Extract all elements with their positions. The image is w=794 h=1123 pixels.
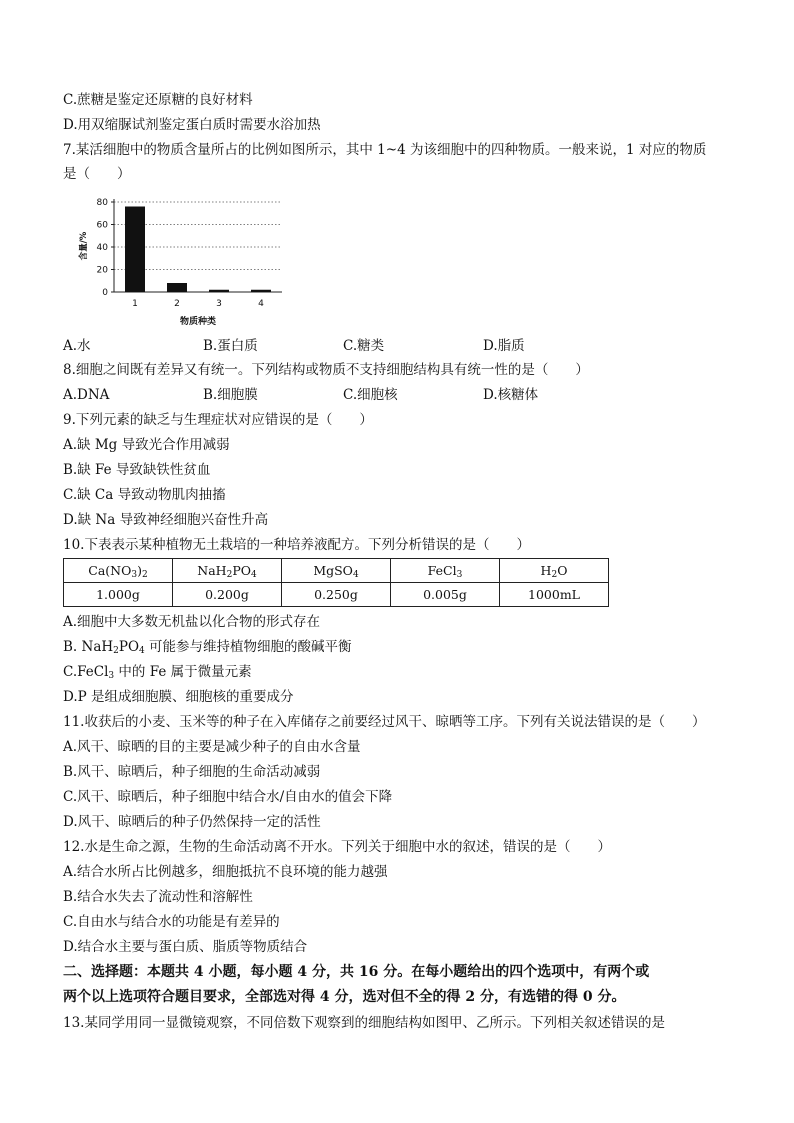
q8-stem: 8.细胞之间既有差异又有统一。下列结构或物质不支持细胞结构具有统一性的是（ ） [63, 362, 589, 378]
table-header-cell [173, 559, 282, 583]
chart-ylabel: 含量/% [79, 231, 89, 261]
q7-bar-chart [72, 190, 292, 330]
q10-stem: 10.下表表示某种植物无土栽培的一种培养液配方。下列分析错误的是（ ） [63, 537, 530, 553]
chemical-formula: FeCl$_3$ [427, 563, 463, 580]
q8-option-d: D.核糖体 [483, 387, 539, 403]
q7-option-c: C.糖类 [343, 338, 385, 354]
bar-2 [167, 283, 187, 292]
bar-4 [251, 290, 271, 292]
section2-instructions-line1: 二、选择题：本题共 4 小题，每小题 4 分，共 16 分。在每小题给出的四个选项中，有两个或 [63, 964, 650, 980]
y-tick-label: 60 [96, 220, 108, 231]
q11-option-a: A.风干、晾晒的目的主要是减少种子的自由水含量 [63, 739, 361, 755]
table-value-cell: 0.250g [282, 583, 391, 607]
table-header-cell [282, 559, 391, 583]
x-tick-label: 4 [258, 299, 264, 309]
q12-option-d: D.结合水主要与蛋白质、脂质等物质结合 [63, 939, 308, 955]
q9-stem: 9.下列元素的缺乏与生理症状对应错误的是（ ） [63, 412, 373, 428]
q6-option-d: D.用双缩脲试剂鉴定蛋白质时需要水浴加热 [63, 117, 321, 133]
y-tick-label: 80 [96, 198, 108, 208]
table-value-cell: 0.005g [391, 583, 500, 607]
y-tick-label: 40 [96, 243, 108, 253]
table-value-cell: 1.000g [64, 583, 173, 607]
q7-stem-line1: 7.某活细胞中的物质含量所占的比例如图所示，其中 1~4 为该细胞中的四种物质。一般来说，1 对应的物质 [63, 142, 707, 158]
chart-bars [125, 207, 271, 293]
table-value-cell: 1000mL [500, 583, 609, 607]
table-value-cell: 0.200g [173, 583, 282, 607]
q7-option-d: D.脂质 [483, 338, 525, 354]
table-header-cell [391, 559, 500, 583]
chemical-formula: $NaH_2PO_4$ [197, 563, 257, 580]
q9-option-c: C.缺 Ca 导致动物肌肉抽搐 [63, 487, 226, 503]
x-tick-label: 1 [132, 299, 138, 309]
q9-option-b: B.缺 Fe 导致缺铁性贫血 [63, 462, 211, 478]
q12-stem: 12.水是生命之源，生物的生命活动离不开水。下列关于细胞中水的叙述，错误的是（ ） [63, 839, 611, 855]
bar-3 [209, 290, 229, 292]
chemical-formula: $Ca(NO_3)_2$ [88, 563, 148, 580]
y-tick-labels [97, 198, 114, 298]
x-tick-labels [132, 299, 264, 309]
q11-option-d: D.风干、晾晒后的种子仍然保持一定的活性 [63, 814, 321, 830]
chart-xlabel: 物质种类 [179, 317, 217, 327]
table-value-row [64, 583, 609, 607]
bar-1 [125, 207, 145, 293]
table-header-cell [64, 559, 173, 583]
q6-option-c: C.蔗糖是鉴定还原糖的良好材料 [63, 92, 253, 108]
q8-option-a: A.DNA [63, 387, 110, 403]
chemical-formula: MgSO$_4$ [313, 563, 359, 580]
q9-option-d: D.缺 Na 导致神经细胞兴奋性升高 [63, 512, 269, 528]
q11-option-c: C.风干、晾晒后，种子细胞中结合水/自由水的值会下降 [63, 789, 393, 805]
q12-option-b: B.结合水失去了流动性和溶解性 [63, 889, 253, 905]
x-tick-label: 2 [174, 299, 180, 309]
section2-instructions-line2: 两个以上选项符合题目要求，全部选对得 4 分，选对但不全的得 2 分，有选错的得 0 分。 [63, 989, 626, 1005]
q8-option-b: B.细胞膜 [203, 387, 258, 403]
q11-option-b: B.风干、晾晒后，种子细胞的生命活动减弱 [63, 764, 321, 780]
nutrient-solution-table [63, 558, 609, 607]
chemical-formula: $H_2O$ [540, 563, 568, 580]
q7-option-a: A.水 [63, 338, 91, 354]
q10-option-b: B. $NaH_2PO_4$ 可能参与维持植物细胞的酸碱平衡 [63, 639, 352, 656]
q12-option-a: A.结合水所占比例越多，细胞抵抗不良环境的能力越强 [63, 864, 388, 880]
q10-option-c: C.FeCl$_3$ 中的 Fe 属于微量元素 [63, 664, 252, 681]
x-tick-label: 3 [216, 299, 222, 309]
y-tick-label: 0 [102, 288, 108, 298]
table-header-cell [500, 559, 609, 583]
q10-option-a: A.细胞中大多数无机盐以化合物的形式存在 [63, 614, 321, 630]
q8-option-c: C.细胞核 [343, 387, 398, 403]
q7-option-b: B.蛋白质 [203, 338, 258, 354]
q13-stem: 13.某同学用同一显微镜观察，不同倍数下观察到的细胞结构如图甲、乙所示。下列相关叙述错误的是 [63, 1015, 665, 1031]
q12-option-c: C.自由水与结合水的功能是有差异的 [63, 914, 280, 930]
q11-stem: 11.收获后的小麦、玉米等的种子在入库储存之前要经过风干、晾晒等工序。下列有关说法错误的是（ ） [63, 714, 706, 730]
y-tick-label: 20 [96, 265, 108, 276]
q10-option-d: D.P 是组成细胞膜、细胞核的重要成分 [63, 689, 294, 705]
q9-option-a: A.缺 Mg 导致光合作用减弱 [63, 437, 230, 453]
table-header-row [64, 559, 609, 583]
q7-stem-line2: 是（ ） [63, 166, 131, 182]
